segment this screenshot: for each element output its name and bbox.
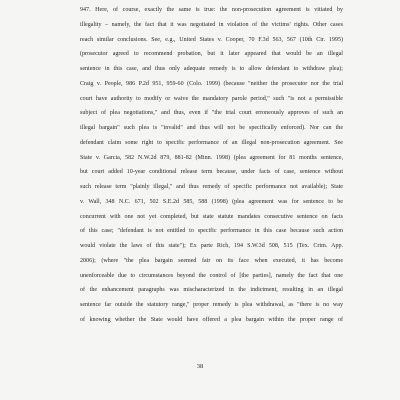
- text-line: v. Wall, 348 N.C. 671, 502 S.E.2d 585, 588 (1998) (plea agreement was for sentence to be: [80, 198, 343, 205]
- text-line: of this case; "defendant is not entitled to specific performance in this case because such action: [80, 228, 343, 235]
- page-number: 38: [196, 363, 204, 370]
- text-line: of knowing whether the State would have offered a plea bargain within the proper range of: [80, 316, 343, 323]
- text-line: sentence in this case, and thus only adequate remedy is to allow defendant to withdraw plea);: [80, 66, 343, 72]
- text-line: State v. Garcia, 582 N.W.2d 879, 881-82 (Minn. 1998) (plea agreement for 81 months sentence,: [80, 154, 343, 161]
- text-line: defendant claim some right to specific performance of an illegal non-prosecution agreement. See: [80, 139, 343, 146]
- text-line: illegality – namely, the fact that it was negotiated in violation of the victims' rights. Other cases: [80, 21, 343, 28]
- text-line: (prosecutor agreed to recommend probation, but it later appeared that would be an illegal: [80, 51, 343, 58]
- text-line: unenforceable due to circumstances beyond the control of [the parties], namely the fact that one: [80, 272, 343, 279]
- text-line: would violate the laws of this state"); Ex parte Rich, 194 S.W.3d 508, 515 (Tex. Crim. App.: [80, 243, 343, 249]
- text-line: but court added 10-year conditional release term because, under facts of case, sentence without: [80, 169, 343, 176]
- text-line: illegal bargain" such plea is "invalid" and thus will not be specifically enforced). Nor can the: [80, 125, 343, 131]
- text-line: 2006); (where "the plea bargain seemed fair on its face when executed, it has become: [80, 257, 343, 264]
- text-line: sentence far outside the statutory range," proper remedy is plea withdrawal, as "there is no way: [80, 302, 343, 308]
- text-line: 947. Here, of course, exactly the same is true: the non-prosecution agreement is vitiated by: [80, 7, 343, 13]
- text-line: of the enhancement paragraphs was mischaracterized in the indictment, resulting in an illegal: [80, 287, 343, 294]
- text-line: court have authority to modify or waive the mandatory parole period," such "is not a permissible: [80, 95, 343, 102]
- text-line: subject of plea negotiations," and thus, even if "the trial court erroneously approves of such an: [80, 110, 343, 117]
- text-line: such release term "plainly illegal," and thus remedy of specific performance not available); State: [80, 184, 343, 190]
- body-text: [80, 3, 343, 328]
- text-line: concurrent with one not yet completed, but state statute mandates consecutive sentence on facts: [80, 213, 343, 220]
- text-line: reach similar conclusions. See, e.g., United States v. Cooper, 70 F.3d 563, 567 (10th Cir. 1995): [80, 36, 343, 43]
- text-line: Craig v. People, 986 P.2d 951, 959-60 (Colo. 1999) (because "neither the prosecutor nor the trial: [80, 80, 343, 87]
